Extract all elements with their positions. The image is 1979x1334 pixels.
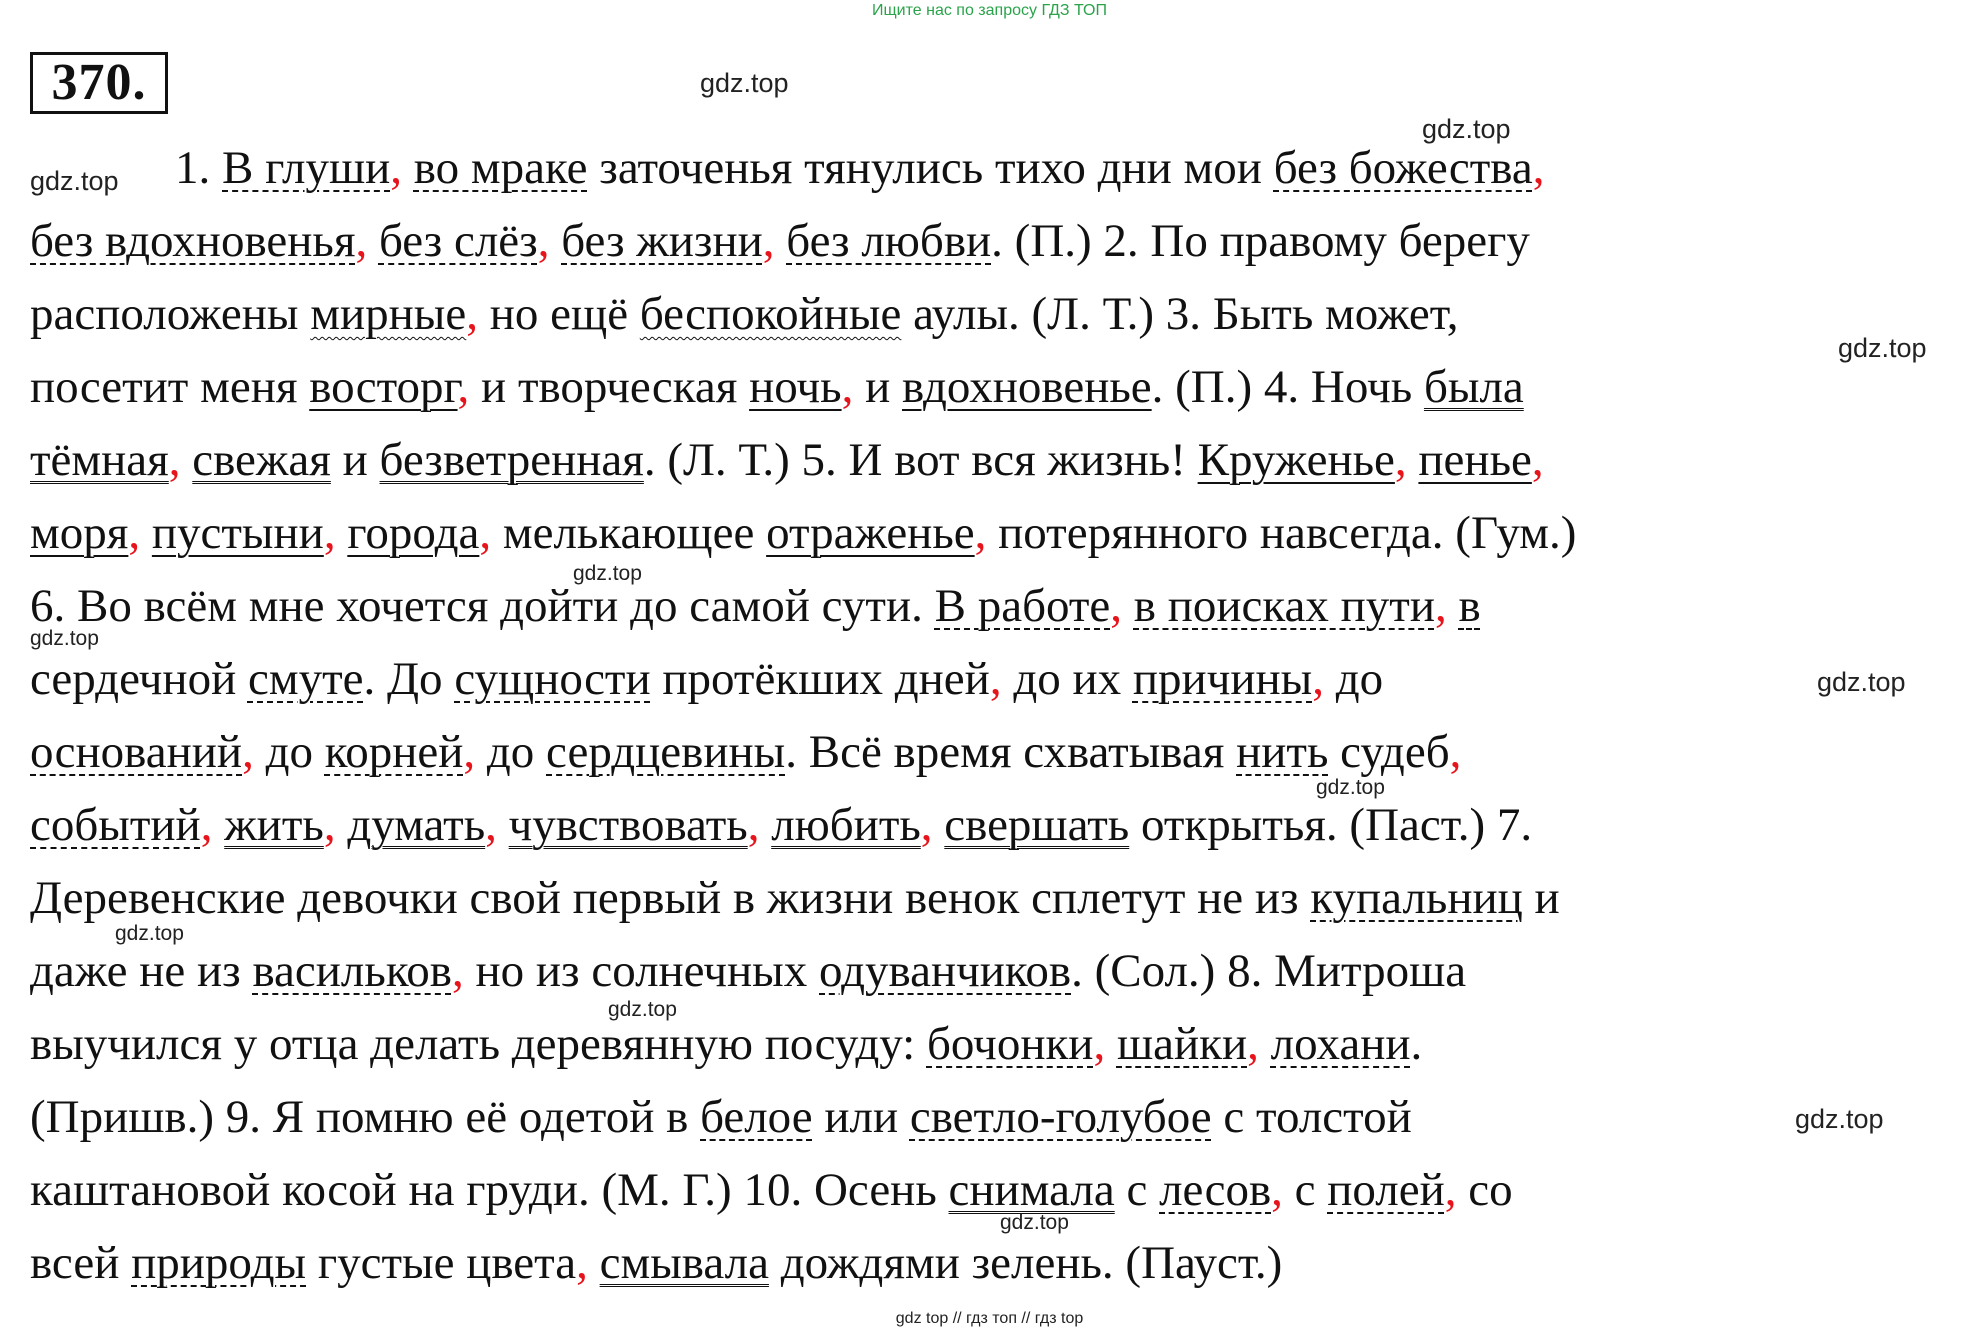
comma-mark: , (355, 215, 368, 267)
marked-word: во мраке (413, 142, 588, 194)
marked-word: любить (771, 799, 921, 851)
marked-word: снимала (948, 1164, 1115, 1216)
marked-word: города (347, 507, 480, 559)
marked-word: в (1458, 580, 1481, 632)
text-line (30, 789, 1975, 862)
marked-word: моря (30, 507, 129, 559)
comma-mark: , (390, 142, 403, 194)
comma-mark: , (576, 1237, 588, 1289)
marked-word: пенье (1418, 434, 1532, 486)
comma-mark: , (200, 799, 213, 851)
comma-mark: , (1394, 434, 1407, 486)
comma-mark: , (485, 799, 497, 851)
text-segment (140, 507, 152, 559)
comma-mark: , (463, 726, 476, 778)
watermark-text: gdz.top (573, 562, 642, 585)
marked-word: В работе (934, 580, 1111, 632)
text-segment (1122, 580, 1134, 632)
watermark-text: gdz.top (1838, 333, 1927, 363)
marked-word: светло-голубое (909, 1091, 1212, 1143)
comma-mark: , (1093, 1018, 1106, 1070)
text-segment: с (1282, 1164, 1328, 1216)
watermark-text: gdz.top (1817, 667, 1906, 697)
text-segment: сердечной (30, 653, 248, 705)
comma-mark: , (1247, 1018, 1259, 1070)
comma-mark: , (451, 945, 464, 997)
marked-word: природы (131, 1237, 307, 1289)
text-segment: с толстой (1211, 1091, 1412, 1143)
text-line (30, 205, 1975, 278)
marked-word: корней (324, 726, 464, 778)
text-segment: судеб (1328, 726, 1450, 778)
text-segment: выучился у отца делать деревянную посуду: (30, 1018, 927, 1070)
watermark-text: gdz.top (1316, 776, 1385, 799)
marked-word: оснований (30, 726, 243, 778)
marked-word: без божества (1273, 142, 1533, 194)
marked-word: без вдохновенья (30, 215, 356, 267)
comma-mark: , (323, 507, 336, 559)
text-segment: Деревенские девочки свой первый в жизни венок сплетут не из (30, 872, 1311, 924)
text-line (30, 351, 1975, 424)
text-line (30, 497, 1975, 570)
text-segment: и (1522, 872, 1560, 924)
comma-mark: , (168, 434, 181, 486)
marked-word: причины (1132, 653, 1313, 705)
marked-word: одуванчиков (819, 945, 1072, 997)
marked-word: нить (1236, 726, 1329, 778)
comma-mark: , (920, 799, 933, 851)
text-segment (759, 799, 771, 851)
text-segment: . (1410, 1018, 1423, 1070)
text-segment (367, 215, 379, 267)
watermark-text: gdz.top (30, 627, 99, 650)
text-segment: дождями зелень. (Пауст.) (768, 1237, 1283, 1289)
comma-mark: , (457, 361, 470, 413)
text-segment: . (Сол.) 8. Митроша (1071, 945, 1467, 997)
comma-mark: , (974, 507, 987, 559)
watermark-text: gdz.top (608, 998, 677, 1021)
text-segment (336, 507, 348, 559)
marked-word: васильков (252, 945, 452, 997)
marked-word: без любви (786, 215, 992, 267)
comma-mark: , (537, 215, 550, 267)
marked-word: без слёз (378, 215, 538, 267)
comma-mark: , (747, 799, 760, 851)
marked-word: ночь (749, 361, 842, 413)
text-line (30, 1081, 1975, 1154)
comma-mark: , (989, 653, 1002, 705)
comma-mark: , (479, 507, 492, 559)
marked-word: бочонки (926, 1018, 1094, 1070)
text-line (30, 643, 1975, 716)
comma-mark: , (762, 215, 775, 267)
text-segment (933, 799, 945, 851)
comma-mark: , (128, 507, 141, 559)
text-segment: . (П.) 4. Ночь (1151, 361, 1424, 413)
text-segment: . (П.) 2. По правому берегу (991, 215, 1530, 267)
marked-word: лесов (1159, 1164, 1272, 1216)
marked-word: чувствовать (508, 799, 748, 851)
comma-mark: , (841, 361, 854, 413)
search-banner: Ищите нас по запросу ГДЗ ТОП (872, 2, 1107, 19)
text-line (30, 424, 1975, 497)
comma-mark: , (1312, 653, 1324, 705)
watermark-text: gdz.top (1795, 1104, 1884, 1134)
marked-word: думать (347, 799, 486, 851)
text-segment (550, 215, 562, 267)
text-segment: до их (1001, 653, 1133, 705)
text-segment: но ещё (477, 288, 640, 340)
text-line (30, 862, 1975, 935)
text-segment: или (812, 1091, 910, 1143)
marked-word: В глуши (222, 142, 391, 194)
text-segment: и творческая (469, 361, 750, 413)
watermark-text: gdz.top (30, 166, 119, 196)
text-line (30, 132, 1975, 205)
marked-word: купальниц (1310, 872, 1523, 924)
text-segment: аулы. (Л. Т.) 3. Быть может, (901, 288, 1459, 340)
comma-mark: , (1532, 142, 1545, 194)
text-segment: с (1114, 1164, 1160, 1216)
text-line (30, 935, 1975, 1008)
text-segment (402, 142, 414, 194)
watermark-text: gdz.top (1422, 114, 1511, 144)
marked-word: свершать (944, 799, 1130, 851)
text-segment: (Пришв.) 9. Я помню её одетой в (30, 1091, 701, 1143)
marked-word: восторг (309, 361, 458, 413)
marked-word: белое (700, 1091, 813, 1143)
text-segment (181, 434, 193, 486)
text-segment: до (1323, 653, 1384, 705)
comma-mark: , (1434, 580, 1447, 632)
comma-mark: , (1271, 1164, 1283, 1216)
marked-word: мирные (310, 288, 467, 340)
text-segment (588, 1237, 600, 1289)
comma-mark: , (323, 799, 336, 851)
text-segment: но из солнечных (463, 945, 819, 997)
text-segment (775, 215, 787, 267)
text-line (30, 570, 1975, 643)
marked-word: безветренная (379, 434, 644, 486)
marked-word: тёмная (30, 434, 169, 486)
text-segment: 6. Во всём мне хочется дойти до самой сути. (30, 580, 935, 632)
text-segment: . До (363, 653, 455, 705)
text-segment: открытья. (Паст.) 7. (1129, 799, 1533, 851)
marked-word: пустыни (151, 507, 324, 559)
text-segment: мелькающее (491, 507, 767, 559)
text-segment: каштановой косой на груди. (М. Г.) 10. Осень (30, 1164, 949, 1216)
text-segment: 1. (175, 142, 222, 194)
marked-word: шайки (1116, 1018, 1248, 1070)
comma-mark: , (242, 726, 254, 778)
watermark-text: gdz.top (115, 922, 184, 945)
text-segment: . Всё время схватывая (785, 726, 1237, 778)
comma-mark: , (1110, 580, 1123, 632)
marked-word: Круженье (1197, 434, 1395, 486)
watermark-text: gdz.top (700, 68, 789, 98)
text-segment (1105, 1018, 1117, 1070)
text-segment: до (475, 726, 547, 778)
marked-word: жить (224, 799, 324, 851)
text-segment: потерянного навсегда. (Гум.) (986, 507, 1577, 559)
task-number: 370. (30, 52, 168, 114)
text-segment: всей (30, 1237, 132, 1289)
text-segment (497, 799, 509, 851)
text-line (30, 1008, 1975, 1081)
text-segment: даже не из (30, 945, 253, 997)
text-segment: . (Л. Т.) 5. И вот вся жизнь! (643, 434, 1198, 486)
footer-watermark: gdz top // гдз топ // гдз top (895, 1310, 1084, 1327)
marked-word: лохани (1270, 1018, 1411, 1070)
text-line (30, 716, 1975, 789)
watermark-text: gdz.top (1000, 1211, 1069, 1234)
marked-word: событий (30, 799, 201, 851)
comma-mark: , (1444, 1164, 1457, 1216)
exercise-text (30, 132, 1975, 1300)
text-segment: и (330, 434, 380, 486)
text-segment: расположены (30, 288, 311, 340)
marked-word: полей (1327, 1164, 1445, 1216)
marked-word: сердцевины (546, 726, 786, 778)
text-segment (336, 799, 348, 851)
marked-word: вдохновенье (902, 361, 1152, 413)
text-segment (1447, 580, 1459, 632)
text-line (30, 278, 1975, 351)
text-segment (212, 799, 224, 851)
marked-word: смуте (247, 653, 364, 705)
marked-word: в поисках пути (1133, 580, 1435, 632)
text-segment: протёкших дней (650, 653, 990, 705)
text-segment (1407, 434, 1419, 486)
text-segment (1259, 1018, 1271, 1070)
text-segment: и (853, 361, 902, 413)
marked-word: беспокойные (639, 288, 902, 340)
marked-word: отраженье (766, 507, 975, 559)
text-segment: до (253, 726, 325, 778)
text-segment: посетит меня (30, 361, 310, 413)
marked-word: без жизни (561, 215, 763, 267)
text-line (30, 1227, 1975, 1300)
text-segment: со (1456, 1164, 1513, 1216)
comma-mark: , (1531, 434, 1544, 486)
comma-mark: , (466, 288, 478, 340)
text-segment: густые цвета (306, 1237, 577, 1289)
marked-word: была (1423, 361, 1524, 413)
marked-word: сущности (454, 653, 651, 705)
marked-word: свежая (192, 434, 331, 486)
comma-mark: , (1449, 726, 1462, 778)
text-segment: заточенья тянулись тихо дни мои (587, 142, 1274, 194)
marked-word: смывала (599, 1237, 769, 1289)
